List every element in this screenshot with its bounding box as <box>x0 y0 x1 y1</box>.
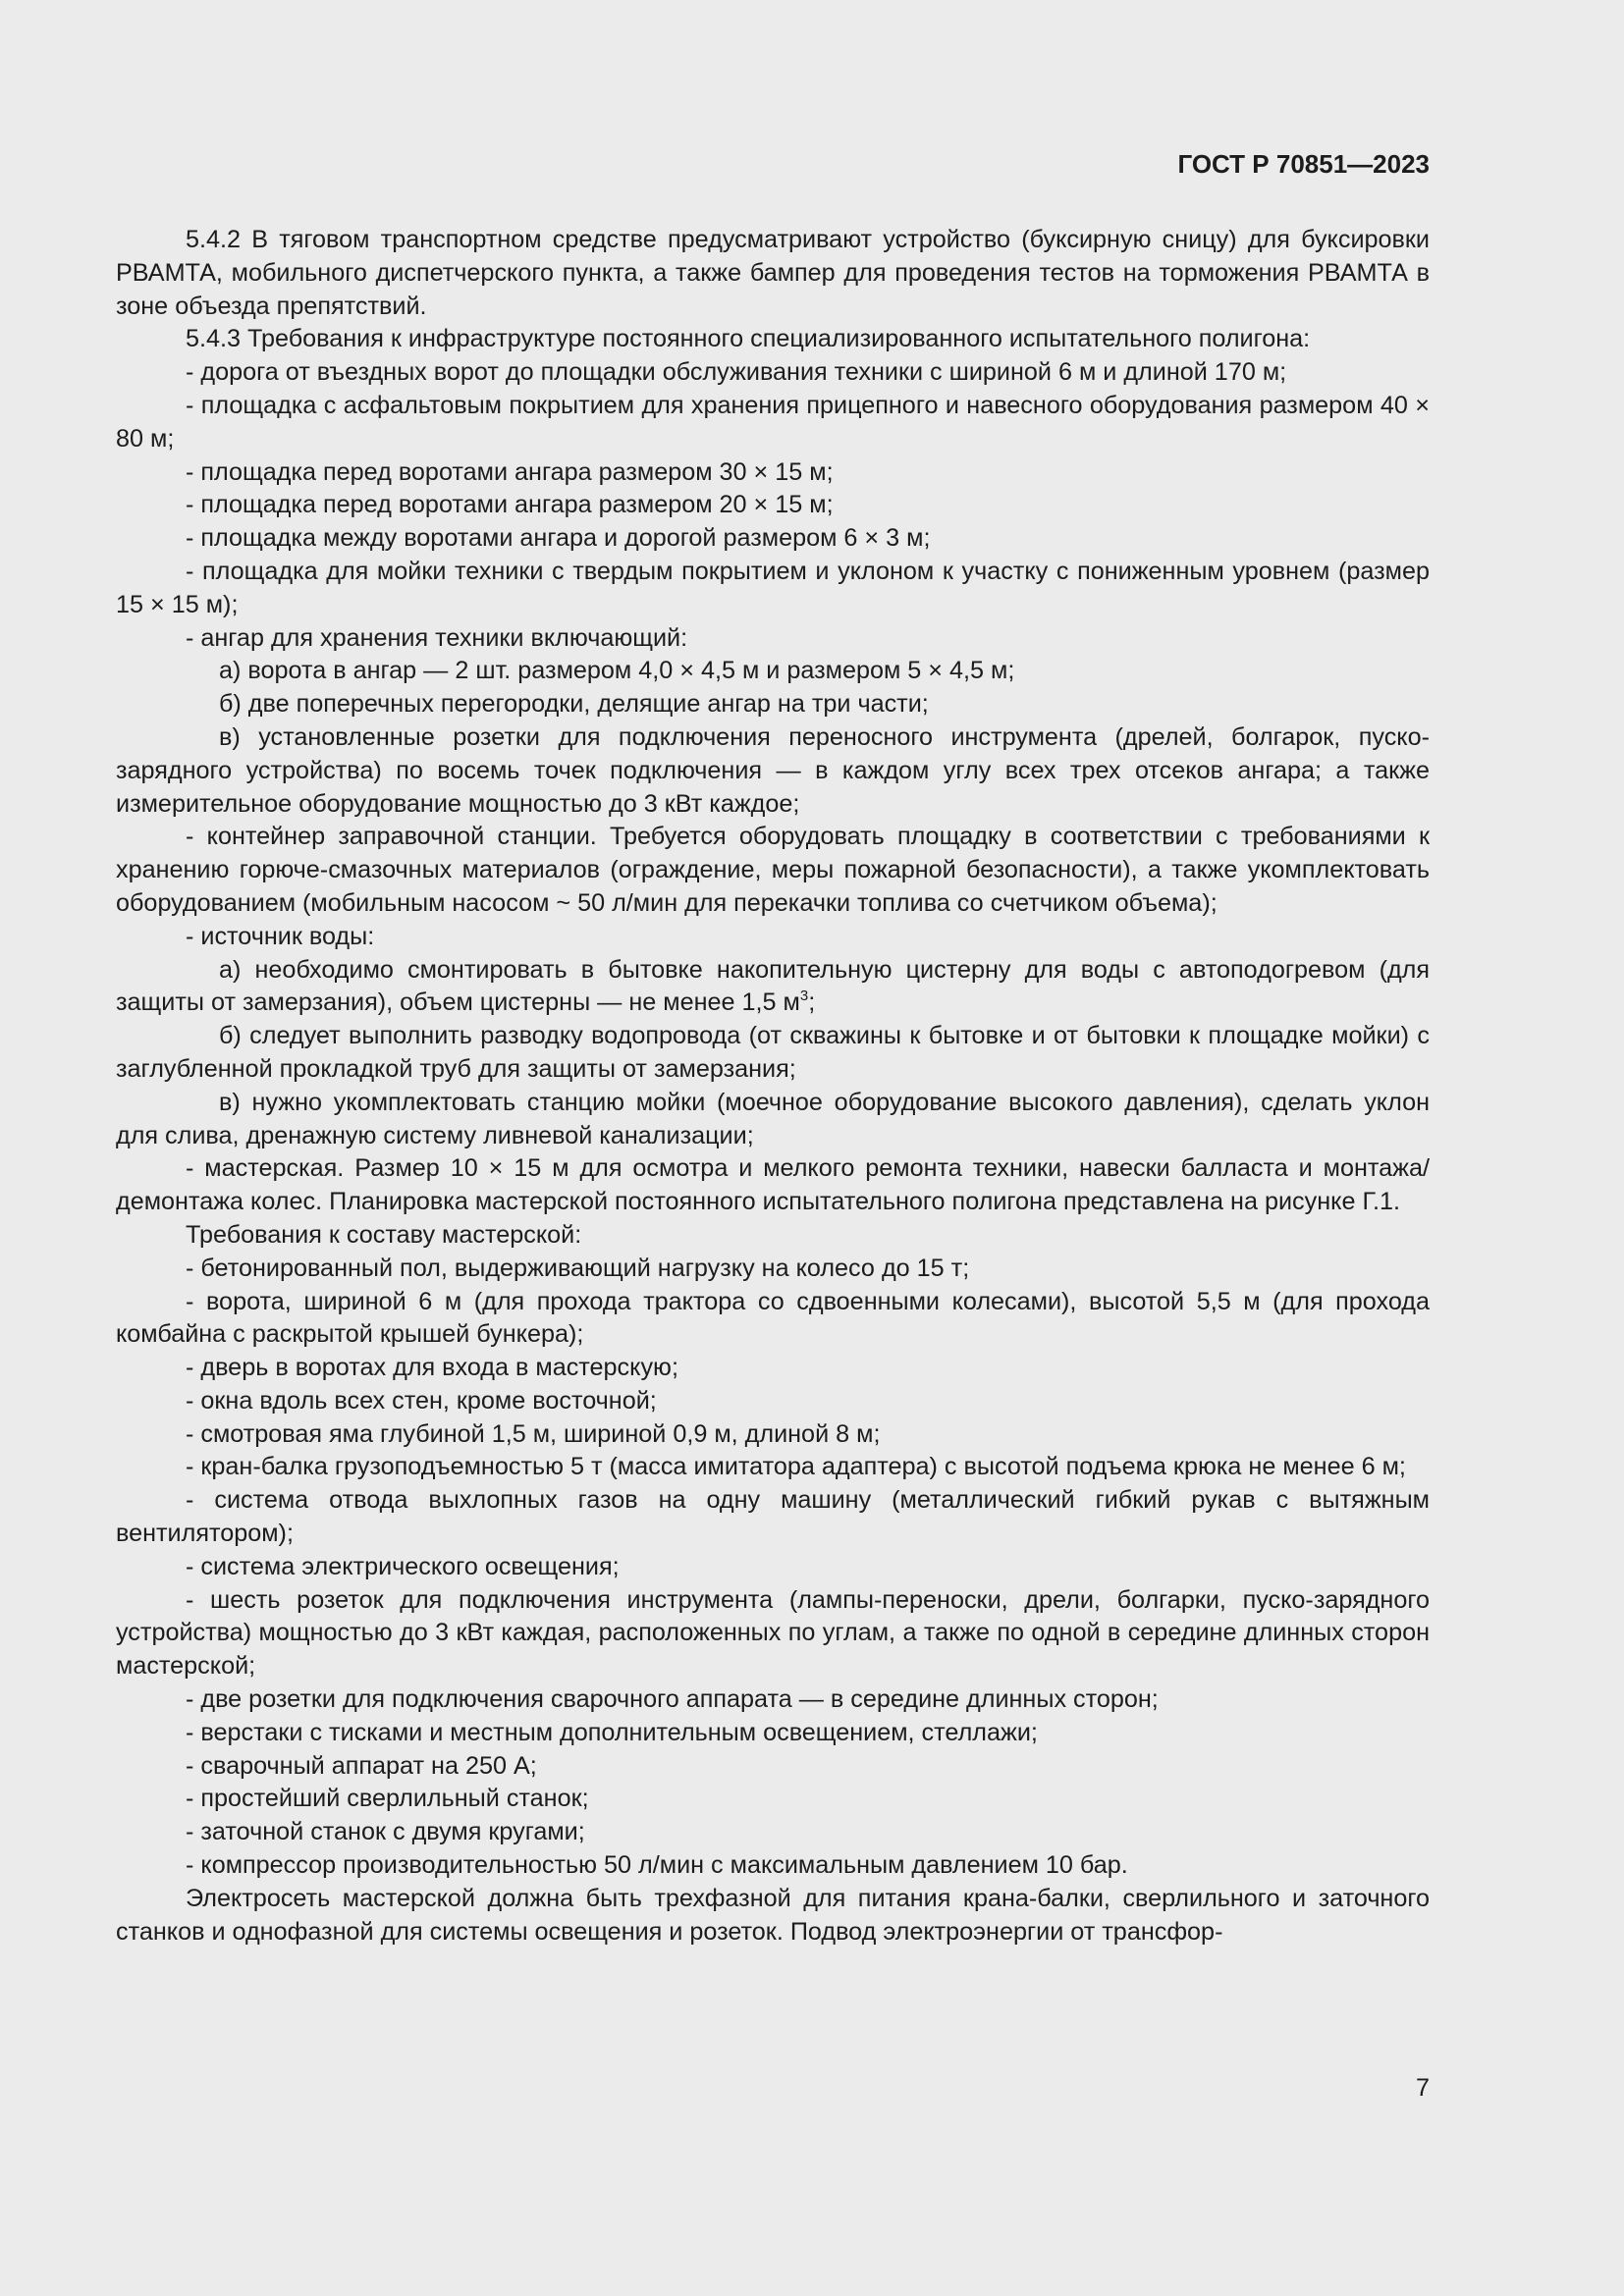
document-code-header: ГОСТ Р 70851—2023 <box>1177 149 1430 179</box>
list-item: - верстаки с тисками и местным дополнительным освещением, стеллажи; <box>186 1718 1038 1746</box>
list-item: - площадка для мойки техники с твердым покрытием и уклоном к участку с пониженным уровнем (размер 15 × 15 м); <box>116 557 1430 618</box>
sub-list-item: б) следует выполнить разводку водопровода (от скважины к бытовке и от бытовки к площадке мойки) с заглубленной прокладкой труб для защиты от замерзания; <box>116 1022 1430 1083</box>
list-item: - заточной станок с двумя кругами; <box>186 1818 585 1846</box>
list-item: - источник воды: <box>186 922 375 950</box>
list-item: - ворота, шириной 6 м (для прохода трактора со сдвоенными колесами), высотой 5,5 м (для прохода комбайна с раскрытой крышей бункера); <box>116 1287 1430 1349</box>
list-item: - площадка между воротами ангара и дорогой размером 6 × 3 м; <box>186 524 931 553</box>
list-item: - контейнер заправочной станции. Требуется оборудовать площадку в соответствии с требованиями к хранению горюче-смазочных материалов (ограждение, меры пожарной безопасности), а также укомплектовать оборудованием (мобильным насосом ~ 50 л/мин для перекачки топлива со счетчиком объема); <box>116 823 1430 917</box>
list-item: - компрессор производительностью 50 л/мин с максимальным давлением 10 бар. <box>186 1851 1128 1880</box>
list-item: - система отвода выхлопных газов на одну машину (металлический гибкий рукав с вытяжным вентилятором); <box>116 1486 1430 1548</box>
list-item: - шесть розеток для подключения инструмента (лампы-переноски, дрели, болгарки, пуско-зарядного устройства) мощностью до 3 кВт каждая, расположенных по углам, а также по одной в середине длинных сторон мастерской; <box>116 1585 1430 1681</box>
list-item: - площадка с асфальтовым покрытием для хранения прицепного и навесного оборудования размером 40 × 80 м; <box>116 391 1430 453</box>
list-item: - две розетки для подключения сварочного аппарата — в середине длинных сторон; <box>186 1685 1159 1714</box>
list-item: - простейший сверлильный станок; <box>186 1785 589 1813</box>
list-item: - площадка перед воротами ангара размером 20 × 15 м; <box>186 491 834 519</box>
sub-list-item: в) установленные розетки для подключения переносного инструмента (дрелей, болгарок, пуско-зарядного устройства) по восемь точек подключения — в каждом углу всех трех отсеков ангара; а также измерительное оборудование мощностью до 3 кВт каждое; <box>116 722 1430 818</box>
list-item: - сварочный аппарат на 250 А; <box>186 1751 537 1780</box>
sub-list-item-text: а) необходимо смонтировать в бытовке накопительную цистерну для воды с автоподогревом (для защиты от замерзания), объем цистерны — не менее 1,5 м <box>116 955 1430 1017</box>
list-item: - мастерская. Размер 10 × 15 м для осмотра и мелкого ремонта техники, навески балласта и монтажа/демонтажа колес. Планировка мастерской постоянного испытательного полигона представлена на рисунке Г.1. <box>116 1154 1430 1216</box>
list-item: - бетонированный пол, выдерживающий нагрузку на колесо до 15 т; <box>186 1254 970 1282</box>
sub-list-item <box>116 954 1430 1021</box>
list-item: - окна вдоль всех стен, кроме восточной; <box>186 1386 657 1415</box>
sub-list-item: в) нужно укомплектовать станцию мойки (моечное оборудование высокого давления), сделать уклон для слива, дренажную систему ливневой канализации; <box>116 1088 1430 1149</box>
list-item: - система электрического освещения; <box>186 1552 620 1580</box>
superscript-3: 3 <box>799 988 809 1005</box>
page-number: 7 <box>1415 2074 1430 2102</box>
paragraph-electrical-network: Электросеть мастерской должна быть трехфазной для питания крана-балки, сверлильного и заточного станков и однофазной для системы освещения и розеток. Подвод электроэнергии от трансфор- <box>116 1884 1430 1946</box>
paragraph-5-4-2: 5.4.2 В тяговом транспортном средстве предусматривают устройство (буксирную сницу) для буксировки РВАМТА, мобильного диспетчерского пункта, а также бампер для проведения тестов на торможения РВАМТА в зоне объезда препятствий. <box>116 226 1430 320</box>
list-item: - смотровая яма глубиной 1,5 м, шириной 0,9 м, длиной 8 м; <box>186 1419 881 1448</box>
list-item: - ангар для хранения техники включающий: <box>186 623 688 652</box>
paragraph-5-4-3: 5.4.3 Требования к инфраструктуре постоянного специализированного испытательного полигона: <box>186 325 1311 353</box>
list-item: - кран-балка грузоподъемностью 5 т (масса имитатора адаптера) с высотой подъема крюка не менее 6 м; <box>186 1453 1406 1481</box>
list-item: - дорога от въездных ворот до площадки обслуживания техники с шириной 6 м и длиной 170 м; <box>186 358 1287 387</box>
list-item: - дверь в воротах для входа в мастерскую; <box>186 1354 678 1382</box>
sub-list-item: б) две поперечных перегородки, делящие ангар на три части; <box>219 690 929 719</box>
sub-list-item: а) ворота в ангар — 2 шт. размером 4,0 × 4,5 м и размером 5 × 4,5 м; <box>219 657 1015 685</box>
list-item: - площадка перед воротами ангара размером 30 × 15 м; <box>186 457 834 486</box>
document-body <box>116 224 1430 1949</box>
paragraph-workshop-requirements: Требования к составу мастерской: <box>186 1220 582 1249</box>
sub-list-item-tail: ; <box>808 988 816 1017</box>
